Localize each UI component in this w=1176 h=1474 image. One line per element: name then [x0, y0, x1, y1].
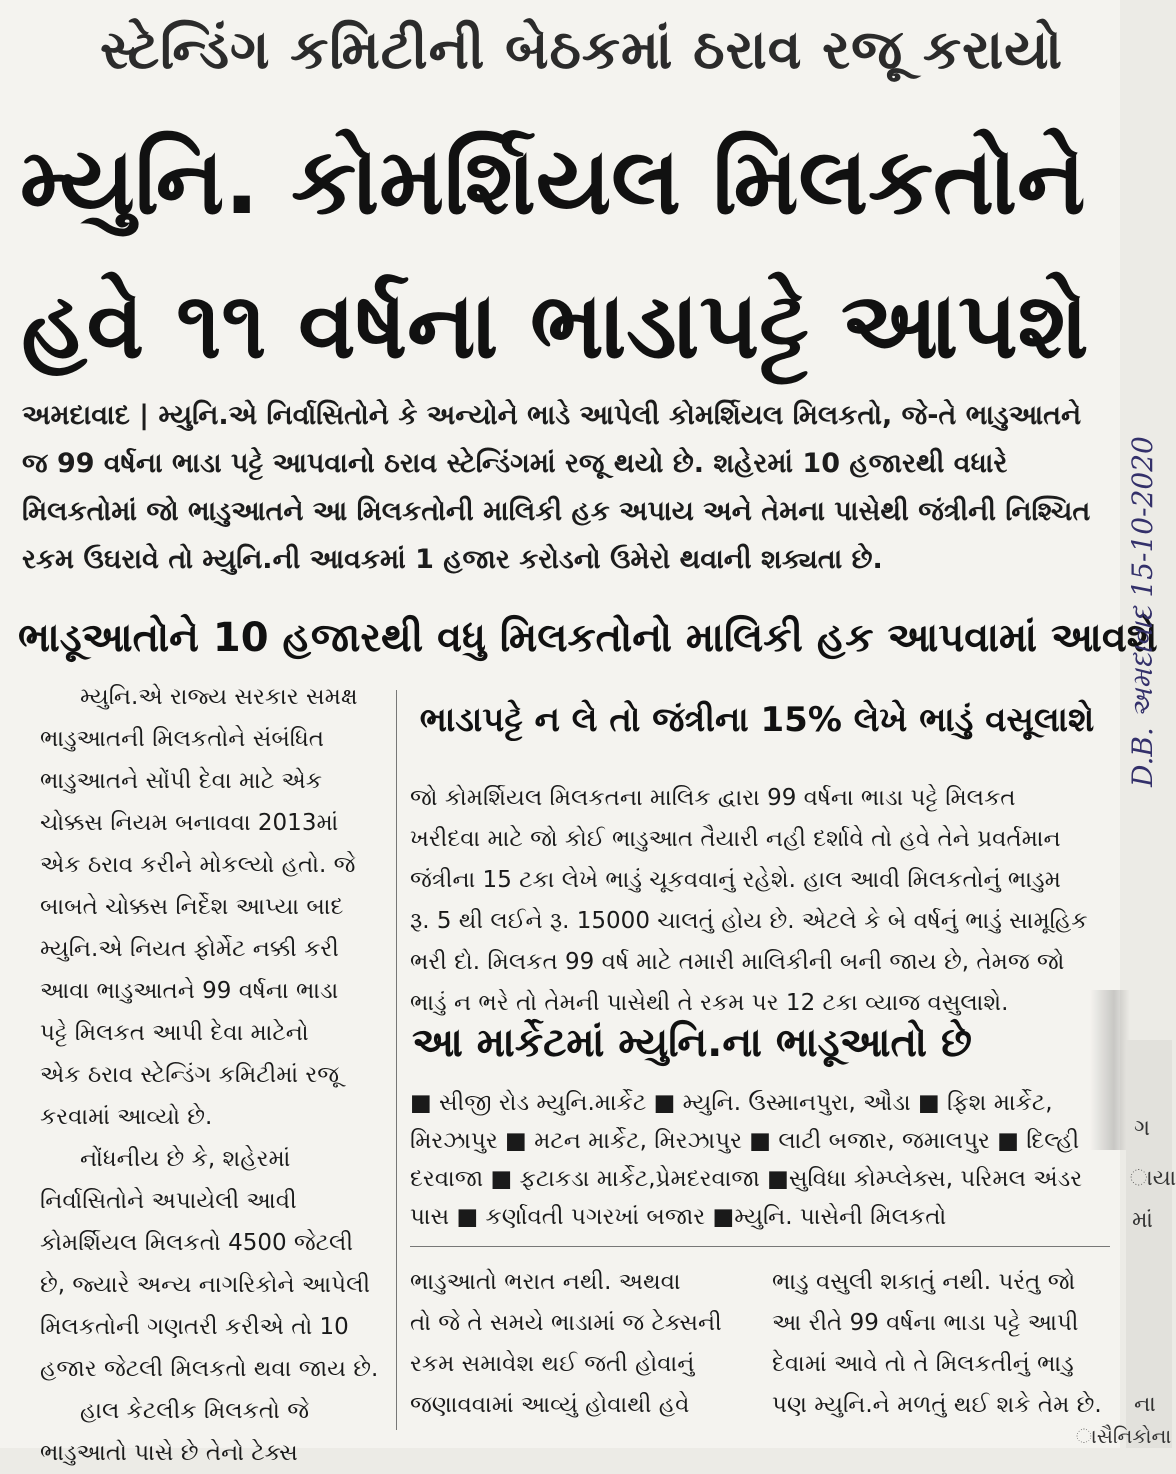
column-line: દેવામાં આવે તો તે મિલકતીનું ભાડુ: [772, 1351, 1074, 1377]
intro-line: મિલકતોમાં જો ભાડુઆતને આ મિલકતોની માલિકી હક અપાય અને તેમના પાસેથી જંત્રીની નિશ્ચિત: [22, 496, 1091, 527]
column-line: મિલકતોની ગણતરી કરીએ તો 10: [40, 1314, 349, 1340]
column-line: બાબતે ચોક્કસ નિર્દેશ આપ્યા બાદ: [40, 894, 344, 920]
column-line: ભાડુઆતો પાસે છે તેનો ટેક્સ: [40, 1440, 298, 1466]
column-line: મ્યુનિ.એ નિયત ફોર્મેટ નક્કી કરી: [40, 936, 339, 962]
column-line: રકમ સમાવેશ થઈ જતી હોવાનું: [410, 1351, 695, 1377]
column-divider: [396, 690, 397, 1430]
box1-line: ભરી દો. મિલકત 99 વર્ષ માટે તમારી માલિકીની બની જાય છે, તેમજ જો: [410, 949, 1065, 975]
main-headline-line2: હવે ૧૧ વર્ષના ભાડાપટ્ટે આપશે: [21, 272, 1089, 379]
box1-text: [410, 778, 1110, 1024]
column-line: ભાડુ વસુલી શકાતું નથી. પરંતુ જો: [772, 1269, 1076, 1295]
column-line: ભાડુઆતની મિલકતોને સંબંધિત: [40, 726, 325, 752]
main-headline-line1: મ્યુનિ. કોમર્શિયલ મિલકતોને: [20, 128, 1086, 235]
column-line: કોમર્શિયલ મિલકતો 4500 જેટલી: [40, 1230, 354, 1256]
box1-title: ભાડાપટ્ટે ન લે તો જંત્રીના 15% લેખે ભાડું વસૂલાશે: [419, 700, 1095, 740]
edge-fragment: માં: [1132, 1208, 1153, 1233]
column-line: કરવામાં આવ્યો છે.: [40, 1104, 213, 1130]
column-line: પણ મ્યુનિ.ને મળતું થઈ શકે તેમ છે.: [772, 1392, 1102, 1418]
market-line: મિરઝાપુર ■ મટન માર્કેટ, મિરઝાપુર ■ લાટી બજાર, જમાલપુર ■ દિલ્હી: [410, 1128, 1080, 1154]
market-list: [410, 1084, 1110, 1236]
market-line: ■ સીજી રોડ મ્યુનિ.માર્કેટ ■ મ્યુનિ. ઉસ્માનપુરા, ઔડા ■ ફિશ માર્કેટ,: [410, 1090, 1053, 1116]
bottom-column-a: [410, 1262, 755, 1426]
column-line: આ રીતે 99 વર્ષના ભાડા પટ્ટે આપી: [772, 1310, 1079, 1336]
column-line: ચોક્કસ નિયમ બનાવવા 2013માં: [40, 810, 339, 836]
column-line: જણાવવામાં આવ્યું હોવાથી હવે: [410, 1392, 690, 1418]
column-line: હજાર જેટલી મિલકતો થવા જાય છે.: [40, 1356, 379, 1382]
intro-line: રકમ ઉઘરાવે તો મ્યુનિ.ની આવકમાં 1 હજાર કરોડનો ઉમેરો થવાની શક્યતા છે.: [22, 544, 883, 575]
intro-paragraph: [22, 392, 1117, 584]
left-column-text: [40, 676, 379, 1474]
column-line: નોંધનીય છે કે, શહેરમાં: [80, 1146, 291, 1172]
intro-line: જ 99 વર્ષના ભાડા પટ્ટે આપવાનો ઠરાવ સ્ટેન્ડિંગમાં રજૂ થયો છે. શહેરમાં 10 હજારથી વધારે: [22, 448, 1008, 479]
column-line: એક ઠરાવ કરીને મોકલ્યો હતો. જે: [40, 852, 356, 878]
section-divider: [410, 1246, 1110, 1247]
handwritten-date-note: [1118, 250, 1168, 810]
market-line: પાસ ■ કર્ણાવતી પગરખાં બજાર ■મ્યુનિ. પાસેની મિલકતો: [410, 1204, 947, 1230]
fold-shadow: [1090, 990, 1130, 1150]
column-line: હાલ કેટલીક મિલકતો જે: [80, 1398, 309, 1424]
adjacent-clipping-edge: [1076, 1040, 1176, 1448]
handwritten-note-text: D.B. અમદાવાદ 15-10-2020: [1126, 436, 1159, 787]
kicker-headline: સ્ટેન્ડિંગ કમિટીની બેઠકમાં ઠરાવ રજૂ કરાયો: [100, 18, 1063, 81]
edge-fragment: ાસૈનિકોના: [1076, 1424, 1172, 1448]
edge-fragment: ગ: [1134, 1116, 1151, 1141]
column-line: આવા ભાડુઆતને 99 વર્ષના ભાડા: [40, 978, 339, 1004]
column-line: નિર્વાસિતોને અપાયેલી આવી: [40, 1188, 297, 1214]
column-line: છે, જ્યારે અન્ય નાગરિકોને આપેલી: [40, 1272, 371, 1298]
column-line: ભાડુઆતને સોંપી દેવા માટે એક: [40, 768, 323, 794]
box1-line: રૂ. 5 થી લઈને રૂ. 15000 ચાલતું હોય છે. એટલે કે બે વર્ષનું ભાડું સામૂહિક: [410, 908, 1088, 934]
column-line: એક ઠરાવ સ્ટેન્ડિંગ કમિટીમાં રજૂ: [40, 1062, 340, 1088]
box1-line: ભાડું ન ભરે તો તેમની પાસેથી તે રકમ પર 12 ટકા વ્યાજ વસુલાશે.: [410, 990, 1009, 1016]
subheadline-bar: ભાડૂઆતોને 10 હજારથી વધુ મિલકતોનો માલિકી હક આપવામાં આવશે: [18, 615, 1158, 661]
box1-line: ખરીદવા માટે જો કોઈ ભાડુઆત તૈયારી નહી દર્શાવે તો હવે તેને પ્રવર્તમાન: [410, 826, 1061, 852]
column-line: મ્યુનિ.એ રાજ્ય સરકાર સમક્ષ: [80, 684, 358, 710]
column-line: ભાડુઆતો ભરાત નથી. અથવા: [410, 1269, 681, 1295]
edge-fragment: ના: [1134, 1392, 1156, 1417]
box2-title: આ માર્કેટમાં મ્યુનિ.ના ભાડૂઆતો છે: [412, 1020, 972, 1066]
intro-line: અમદાવાદ | મ્યુનિ.એ નિર્વાસિતોને કે અન્યોને ભાડે આપેલી કોમર્શિયલ મિલકતો, જે-તે ભાડુઆતને: [22, 400, 1082, 431]
bottom-column-b: [772, 1262, 1112, 1426]
market-line: દરવાજા ■ ફટાકડા માર્કેટ,પ્રેમદરવાજા ■સુવિધા કોમ્પ્લેક્સ, પરિમલ અંડર: [410, 1166, 1083, 1192]
column-line: પટ્ટે મિલકત આપી દેવા માટેનો: [40, 1020, 309, 1046]
column-line: તો જે તે સમયે ભાડામાં જ ટેક્સની: [410, 1310, 722, 1336]
edge-fragment: ાયા: [1130, 1166, 1176, 1191]
box1-line: જો કોમર્શિયલ મિલકતના માલિક દ્વારા 99 વર્ષના ભાડા પટ્ટે મિલકત: [410, 785, 1016, 811]
box1-line: જંત્રીના 15 ટકા લેખે ભાડું ચૂકવવાનું રહેશે. હાલ આવી મિલકતોનું ભાડુમ: [410, 867, 1061, 893]
